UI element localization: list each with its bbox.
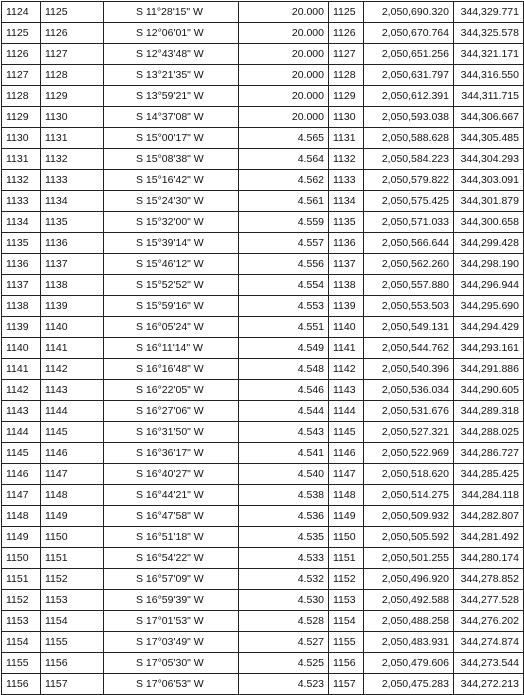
distance-cell: 4.530	[239, 590, 329, 611]
from-point-cell: 1142	[2, 380, 41, 401]
distance-cell: 20.000	[239, 86, 329, 107]
from-point-cell: 1147	[2, 485, 41, 506]
point-id-cell: 1146	[329, 443, 364, 464]
bearing-cell: S 17°06'53" W	[104, 674, 239, 695]
northing-cell: 2,050,593.038	[364, 107, 454, 128]
point-id-cell: 1143	[329, 380, 364, 401]
from-point-cell: 1150	[2, 548, 41, 569]
from-point-cell: 1151	[2, 569, 41, 590]
distance-cell: 20.000	[239, 23, 329, 44]
bearing-cell: S 15°39'14" W	[104, 233, 239, 254]
distance-cell: 4.528	[239, 611, 329, 632]
easting-cell: 344,284.118	[454, 485, 524, 506]
point-id-cell: 1129	[329, 86, 364, 107]
distance-cell: 4.533	[239, 548, 329, 569]
distance-cell: 20.000	[239, 107, 329, 128]
bearing-cell: S 16°54'22" W	[104, 548, 239, 569]
to-point-cell: 1140	[41, 317, 104, 338]
from-point-cell: 1139	[2, 317, 41, 338]
distance-cell: 4.561	[239, 191, 329, 212]
point-id-cell: 1133	[329, 170, 364, 191]
point-id-cell: 1145	[329, 422, 364, 443]
northing-cell: 2,050,496.920	[364, 569, 454, 590]
table-row	[2, 170, 524, 191]
from-point-cell: 1137	[2, 275, 41, 296]
bearing-cell: S 16°27'06" W	[104, 401, 239, 422]
to-point-cell: 1127	[41, 44, 104, 65]
from-point-cell: 1138	[2, 296, 41, 317]
easting-cell: 344,277.528	[454, 590, 524, 611]
to-point-cell: 1130	[41, 107, 104, 128]
northing-cell: 2,050,479.606	[364, 653, 454, 674]
distance-cell: 20.000	[239, 65, 329, 86]
table-row	[2, 611, 524, 632]
distance-cell: 4.535	[239, 527, 329, 548]
northing-cell: 2,050,575.425	[364, 191, 454, 212]
from-point-cell: 1148	[2, 506, 41, 527]
northing-cell: 2,050,522.969	[364, 443, 454, 464]
point-id-cell: 1137	[329, 254, 364, 275]
northing-cell: 2,050,566.644	[364, 233, 454, 254]
northing-cell: 2,050,571.033	[364, 212, 454, 233]
table-row	[2, 632, 524, 653]
from-point-cell: 1133	[2, 191, 41, 212]
easting-cell: 344,299.428	[454, 233, 524, 254]
point-id-cell: 1139	[329, 296, 364, 317]
to-point-cell: 1134	[41, 191, 104, 212]
from-point-cell: 1143	[2, 401, 41, 422]
bearing-cell: S 11°28'15" W	[104, 2, 239, 23]
to-point-cell: 1153	[41, 590, 104, 611]
bearing-cell: S 15°52'52" W	[104, 275, 239, 296]
easting-cell: 344,274.874	[454, 632, 524, 653]
distance-cell: 4.551	[239, 317, 329, 338]
point-id-cell: 1148	[329, 485, 364, 506]
to-point-cell: 1141	[41, 338, 104, 359]
table-row	[2, 338, 524, 359]
point-id-cell: 1153	[329, 590, 364, 611]
from-point-cell: 1154	[2, 632, 41, 653]
northing-cell: 2,050,651.256	[364, 44, 454, 65]
easting-cell: 344,305.485	[454, 128, 524, 149]
bearing-cell: S 15°16'42" W	[104, 170, 239, 191]
point-id-cell: 1156	[329, 653, 364, 674]
northing-cell: 2,050,492.588	[364, 590, 454, 611]
from-point-cell: 1140	[2, 338, 41, 359]
easting-cell: 344,290.605	[454, 380, 524, 401]
to-point-cell: 1132	[41, 149, 104, 170]
bearing-cell: S 17°01'53" W	[104, 611, 239, 632]
table-row	[2, 275, 524, 296]
northing-cell: 2,050,475.283	[364, 674, 454, 695]
easting-cell: 344,272.213	[454, 674, 524, 695]
from-point-cell: 1127	[2, 65, 41, 86]
northing-cell: 2,050,505.592	[364, 527, 454, 548]
table-row	[2, 317, 524, 338]
to-point-cell: 1133	[41, 170, 104, 191]
northing-cell: 2,050,536.034	[364, 380, 454, 401]
to-point-cell: 1126	[41, 23, 104, 44]
table-row	[2, 401, 524, 422]
point-id-cell: 1155	[329, 632, 364, 653]
easting-cell: 344,329.771	[454, 2, 524, 23]
from-point-cell: 1149	[2, 527, 41, 548]
easting-cell: 344,285.425	[454, 464, 524, 485]
distance-cell: 4.546	[239, 380, 329, 401]
easting-cell: 344,280.174	[454, 548, 524, 569]
bearing-cell: S 14°37'08" W	[104, 107, 239, 128]
survey-coordinates-table	[1, 1, 524, 695]
bearing-cell: S 16°22'05" W	[104, 380, 239, 401]
table-row	[2, 233, 524, 254]
northing-cell: 2,050,509.932	[364, 506, 454, 527]
from-point-cell: 1155	[2, 653, 41, 674]
table-row	[2, 149, 524, 170]
distance-cell: 4.565	[239, 128, 329, 149]
table-row	[2, 569, 524, 590]
easting-cell: 344,303.091	[454, 170, 524, 191]
bearing-cell: S 15°46'12" W	[104, 254, 239, 275]
distance-cell: 4.536	[239, 506, 329, 527]
distance-cell: 4.556	[239, 254, 329, 275]
point-id-cell: 1128	[329, 65, 364, 86]
northing-cell: 2,050,588.628	[364, 128, 454, 149]
northing-cell: 2,050,557.880	[364, 275, 454, 296]
to-point-cell: 1157	[41, 674, 104, 695]
distance-cell: 4.562	[239, 170, 329, 191]
to-point-cell: 1143	[41, 380, 104, 401]
table-row	[2, 86, 524, 107]
bearing-cell: S 16°16'48" W	[104, 359, 239, 380]
to-point-cell: 1144	[41, 401, 104, 422]
bearing-cell: S 13°21'35" W	[104, 65, 239, 86]
distance-cell: 20.000	[239, 44, 329, 65]
point-id-cell: 1125	[329, 2, 364, 23]
from-point-cell: 1136	[2, 254, 41, 275]
to-point-cell: 1147	[41, 464, 104, 485]
point-id-cell: 1138	[329, 275, 364, 296]
easting-cell: 344,306.667	[454, 107, 524, 128]
from-point-cell: 1134	[2, 212, 41, 233]
table-row	[2, 128, 524, 149]
distance-cell: 4.554	[239, 275, 329, 296]
from-point-cell: 1130	[2, 128, 41, 149]
bearing-cell: S 12°06'01" W	[104, 23, 239, 44]
easting-cell: 344,301.879	[454, 191, 524, 212]
to-point-cell: 1145	[41, 422, 104, 443]
northing-cell: 2,050,501.255	[364, 548, 454, 569]
from-point-cell: 1125	[2, 23, 41, 44]
easting-cell: 344,296.944	[454, 275, 524, 296]
table-row	[2, 443, 524, 464]
point-id-cell: 1151	[329, 548, 364, 569]
bearing-cell: S 16°47'58" W	[104, 506, 239, 527]
easting-cell: 344,273.544	[454, 653, 524, 674]
point-id-cell: 1130	[329, 107, 364, 128]
bearing-cell: S 13°59'21" W	[104, 86, 239, 107]
bearing-cell: S 16°05'24" W	[104, 317, 239, 338]
point-id-cell: 1127	[329, 44, 364, 65]
from-point-cell: 1152	[2, 590, 41, 611]
easting-cell: 344,294.429	[454, 317, 524, 338]
distance-cell: 4.540	[239, 464, 329, 485]
northing-cell: 2,050,612.391	[364, 86, 454, 107]
easting-cell: 344,293.161	[454, 338, 524, 359]
to-point-cell: 1148	[41, 485, 104, 506]
bearing-cell: S 12°43'48" W	[104, 44, 239, 65]
easting-cell: 344,298.190	[454, 254, 524, 275]
easting-cell: 344,289.318	[454, 401, 524, 422]
bearing-cell: S 17°05'30" W	[104, 653, 239, 674]
point-id-cell: 1140	[329, 317, 364, 338]
table-row	[2, 359, 524, 380]
easting-cell: 344,311.715	[454, 86, 524, 107]
easting-cell: 344,276.202	[454, 611, 524, 632]
to-point-cell: 1137	[41, 254, 104, 275]
table-row	[2, 212, 524, 233]
northing-cell: 2,050,531.676	[364, 401, 454, 422]
distance-cell: 20.000	[239, 2, 329, 23]
to-point-cell: 1156	[41, 653, 104, 674]
to-point-cell: 1151	[41, 548, 104, 569]
table-row	[2, 2, 524, 23]
bearing-cell: S 16°40'27" W	[104, 464, 239, 485]
to-point-cell: 1139	[41, 296, 104, 317]
distance-cell: 4.549	[239, 338, 329, 359]
to-point-cell: 1131	[41, 128, 104, 149]
bearing-cell: S 16°44'21" W	[104, 485, 239, 506]
table-row	[2, 44, 524, 65]
table-row	[2, 506, 524, 527]
from-point-cell: 1135	[2, 233, 41, 254]
to-point-cell: 1146	[41, 443, 104, 464]
northing-cell: 2,050,488.258	[364, 611, 454, 632]
distance-cell: 4.544	[239, 401, 329, 422]
northing-cell: 2,050,544.762	[364, 338, 454, 359]
table-row	[2, 548, 524, 569]
northing-cell: 2,050,514.275	[364, 485, 454, 506]
distance-cell: 4.543	[239, 422, 329, 443]
distance-cell: 4.532	[239, 569, 329, 590]
bearing-cell: S 15°08'38" W	[104, 149, 239, 170]
distance-cell: 4.523	[239, 674, 329, 695]
northing-cell: 2,050,553.503	[364, 296, 454, 317]
distance-cell: 4.527	[239, 632, 329, 653]
point-id-cell: 1150	[329, 527, 364, 548]
bearing-cell: S 15°24'30" W	[104, 191, 239, 212]
northing-cell: 2,050,549.131	[364, 317, 454, 338]
easting-cell: 344,281.492	[454, 527, 524, 548]
from-point-cell: 1144	[2, 422, 41, 443]
bearing-cell: S 16°36'17" W	[104, 443, 239, 464]
from-point-cell: 1156	[2, 674, 41, 695]
northing-cell: 2,050,631.797	[364, 65, 454, 86]
point-id-cell: 1142	[329, 359, 364, 380]
point-id-cell: 1152	[329, 569, 364, 590]
northing-cell: 2,050,579.822	[364, 170, 454, 191]
from-point-cell: 1146	[2, 464, 41, 485]
bearing-cell: S 16°57'09" W	[104, 569, 239, 590]
table-row	[2, 527, 524, 548]
to-point-cell: 1128	[41, 65, 104, 86]
distance-cell: 4.557	[239, 233, 329, 254]
easting-cell: 344,295.690	[454, 296, 524, 317]
to-point-cell: 1125	[41, 2, 104, 23]
bearing-cell: S 15°32'00" W	[104, 212, 239, 233]
from-point-cell: 1153	[2, 611, 41, 632]
to-point-cell: 1129	[41, 86, 104, 107]
easting-cell: 344,288.025	[454, 422, 524, 443]
northing-cell: 2,050,690.320	[364, 2, 454, 23]
northing-cell: 2,050,518.620	[364, 464, 454, 485]
easting-cell: 344,278.852	[454, 569, 524, 590]
to-point-cell: 1138	[41, 275, 104, 296]
point-id-cell: 1126	[329, 23, 364, 44]
distance-cell: 4.553	[239, 296, 329, 317]
distance-cell: 4.548	[239, 359, 329, 380]
from-point-cell: 1132	[2, 170, 41, 191]
bearing-cell: S 15°00'17" W	[104, 128, 239, 149]
point-id-cell: 1141	[329, 338, 364, 359]
table-row	[2, 485, 524, 506]
table-row	[2, 590, 524, 611]
point-id-cell: 1149	[329, 506, 364, 527]
distance-cell: 4.541	[239, 443, 329, 464]
easting-cell: 344,291.886	[454, 359, 524, 380]
from-point-cell: 1126	[2, 44, 41, 65]
from-point-cell: 1141	[2, 359, 41, 380]
to-point-cell: 1136	[41, 233, 104, 254]
from-point-cell: 1145	[2, 443, 41, 464]
bearing-cell: S 16°31'50" W	[104, 422, 239, 443]
easting-cell: 344,300.658	[454, 212, 524, 233]
bearing-cell: S 16°51'18" W	[104, 527, 239, 548]
table-row	[2, 23, 524, 44]
northing-cell: 2,050,562.260	[364, 254, 454, 275]
point-id-cell: 1131	[329, 128, 364, 149]
northing-cell: 2,050,483.931	[364, 632, 454, 653]
to-point-cell: 1142	[41, 359, 104, 380]
table-row	[2, 296, 524, 317]
table-body	[2, 2, 524, 695]
point-id-cell: 1144	[329, 401, 364, 422]
table-row	[2, 422, 524, 443]
northing-cell: 2,050,584.223	[364, 149, 454, 170]
to-point-cell: 1150	[41, 527, 104, 548]
from-point-cell: 1128	[2, 86, 41, 107]
bearing-cell: S 16°59'39" W	[104, 590, 239, 611]
table-row	[2, 464, 524, 485]
easting-cell: 344,304.293	[454, 149, 524, 170]
easting-cell: 344,321.171	[454, 44, 524, 65]
from-point-cell: 1129	[2, 107, 41, 128]
to-point-cell: 1154	[41, 611, 104, 632]
easting-cell: 344,316.550	[454, 65, 524, 86]
table-row	[2, 107, 524, 128]
point-id-cell: 1136	[329, 233, 364, 254]
northing-cell: 2,050,527.321	[364, 422, 454, 443]
easting-cell: 344,286.727	[454, 443, 524, 464]
to-point-cell: 1149	[41, 506, 104, 527]
northing-cell: 2,050,670.764	[364, 23, 454, 44]
table-row	[2, 653, 524, 674]
from-point-cell: 1131	[2, 149, 41, 170]
to-point-cell: 1135	[41, 212, 104, 233]
point-id-cell: 1154	[329, 611, 364, 632]
northing-cell: 2,050,540.396	[364, 359, 454, 380]
easting-cell: 344,325.578	[454, 23, 524, 44]
distance-cell: 4.538	[239, 485, 329, 506]
bearing-cell: S 15°59'16" W	[104, 296, 239, 317]
bearing-cell: S 17°03'49" W	[104, 632, 239, 653]
to-point-cell: 1155	[41, 632, 104, 653]
table-row	[2, 191, 524, 212]
table-row	[2, 65, 524, 86]
from-point-cell: 1124	[2, 2, 41, 23]
table-row	[2, 254, 524, 275]
point-id-cell: 1132	[329, 149, 364, 170]
easting-cell: 344,282.807	[454, 506, 524, 527]
point-id-cell: 1157	[329, 674, 364, 695]
point-id-cell: 1134	[329, 191, 364, 212]
table-row	[2, 380, 524, 401]
distance-cell: 4.559	[239, 212, 329, 233]
point-id-cell: 1147	[329, 464, 364, 485]
to-point-cell: 1152	[41, 569, 104, 590]
point-id-cell: 1135	[329, 212, 364, 233]
distance-cell: 4.525	[239, 653, 329, 674]
distance-cell: 4.564	[239, 149, 329, 170]
table-row	[2, 674, 524, 695]
bearing-cell: S 16°11'14" W	[104, 338, 239, 359]
